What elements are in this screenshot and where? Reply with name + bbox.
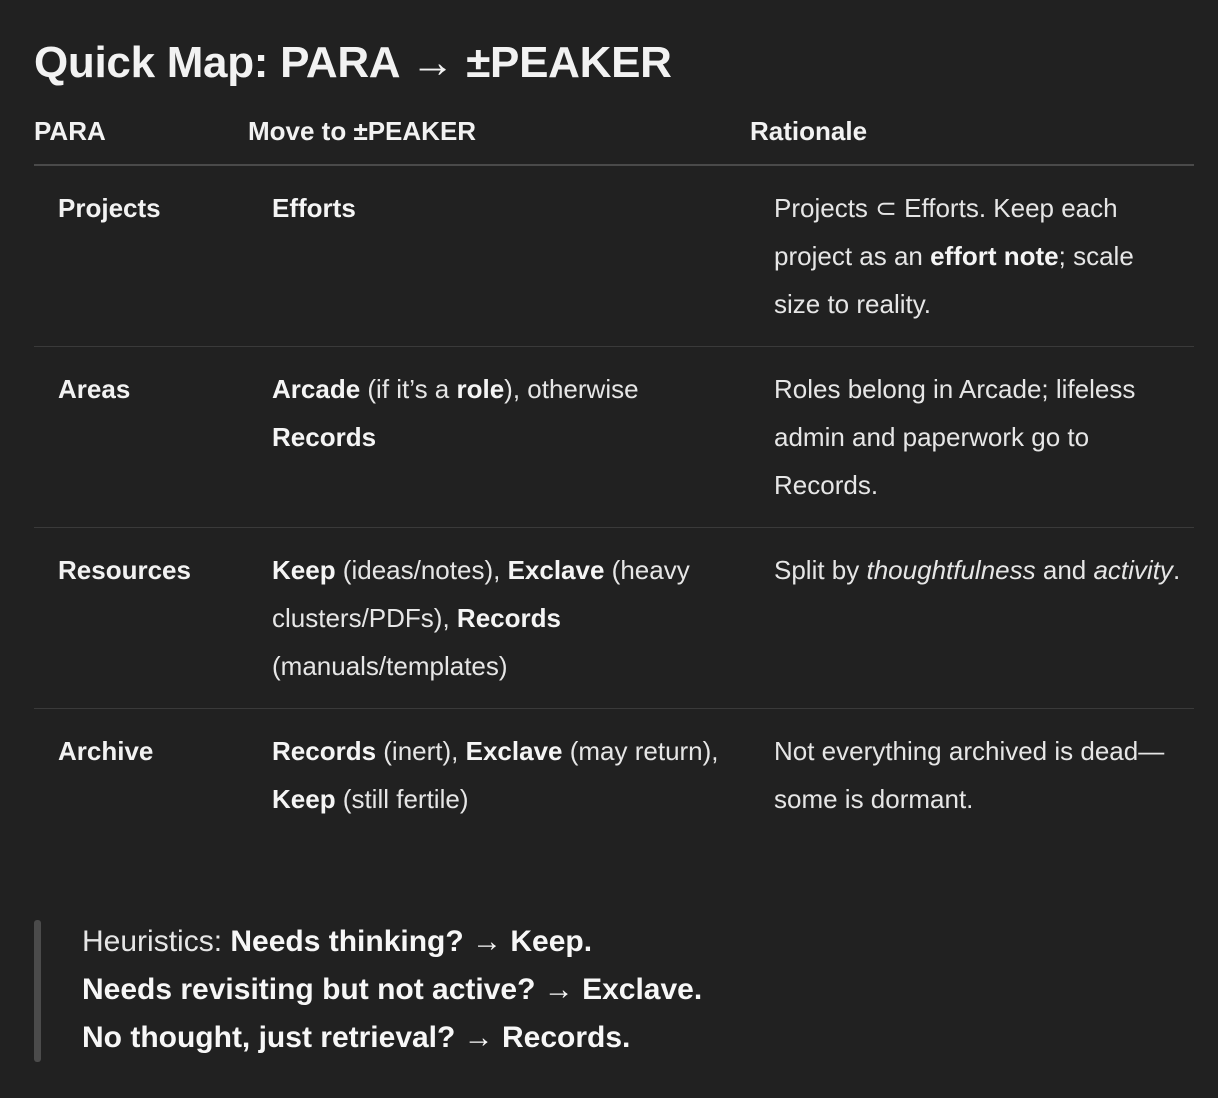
- header-para: PARA: [34, 114, 248, 165]
- blockquote-bar: [34, 920, 41, 1062]
- para-map-table: [34, 114, 1194, 841]
- heuristics-line-3: [82, 1014, 1182, 1062]
- cell-text-segment: (if it’s a: [360, 374, 457, 404]
- heuristics-blockquote: [34, 918, 1182, 1062]
- table-row: [34, 165, 1194, 347]
- cell-text-segment: Keep: [272, 555, 336, 585]
- rationale-cell: [750, 709, 1194, 842]
- cell-text-segment: Not everything archived is dead—some is dormant.: [774, 736, 1165, 814]
- cell-text-segment: Projects ⊂ Efforts. Keep each project as an: [774, 193, 1118, 271]
- cell-text-segment: effort note: [930, 241, 1059, 271]
- cell-text-segment: (heavy clusters/PDFs),: [272, 555, 690, 633]
- cell-text-segment: activity: [1093, 555, 1173, 585]
- table-row: [34, 709, 1194, 842]
- cell-text-segment: thoughtfulness: [866, 555, 1036, 585]
- table-row: [34, 347, 1194, 528]
- cell-text-segment: Exclave: [507, 555, 605, 585]
- cell-text-segment: Keep: [272, 784, 336, 814]
- move-cell: [248, 165, 750, 347]
- rationale-cell: [750, 528, 1194, 709]
- cell-text-segment: Records: [272, 736, 377, 766]
- cell-text-segment: Records: [456, 603, 561, 633]
- cell-text-segment: Roles belong in Arcade; lifeless admin and paperwork go to Records.: [774, 374, 1136, 500]
- cell-text-segment: (manuals/templates): [272, 651, 508, 681]
- cell-text-segment: .: [1172, 555, 1181, 585]
- header-rationale: Rationale: [750, 114, 1194, 165]
- table-header-row: [34, 114, 1194, 165]
- para-cell: Archive: [58, 736, 154, 766]
- heuristics-line-2: [82, 966, 1182, 1014]
- cell-text-segment: ), otherwise: [504, 374, 639, 404]
- heuristic-records: No thought, just retrieval? → Records.: [82, 1021, 631, 1054]
- heuristics-line-1: [82, 918, 1182, 966]
- header-move-to: Move to ±PEAKER: [248, 114, 750, 165]
- cell-text-segment: Records: [272, 422, 377, 452]
- move-cell: [248, 528, 750, 709]
- heuristic-exclave: Needs revisiting but not active? → Exclave.: [82, 973, 703, 1006]
- cell-text-segment: Split by: [774, 555, 867, 585]
- heuristic-keep: Needs thinking? → Keep.: [230, 925, 593, 958]
- cell-text-segment: Exclave: [465, 736, 563, 766]
- cell-text-segment: (may return),: [562, 736, 719, 766]
- move-cell: [248, 347, 750, 528]
- move-cell: [248, 709, 750, 842]
- cell-text-segment: (still fertile): [335, 784, 469, 814]
- cell-text-segment: ; scale size to reality.: [774, 241, 1134, 319]
- cell-text-segment: (ideas/notes),: [335, 555, 508, 585]
- para-cell: Areas: [34, 347, 248, 528]
- rationale-cell: [750, 347, 1194, 528]
- heuristics-label: Heuristics:: [82, 925, 231, 958]
- cell-text-segment: and: [1035, 555, 1094, 585]
- cell-text-segment: Arcade: [272, 374, 361, 404]
- cell-text-segment: role: [456, 374, 505, 404]
- rationale-cell: [750, 165, 1194, 347]
- table-header: [34, 114, 1194, 165]
- table-row: [34, 528, 1194, 709]
- cell-text-segment: (inert),: [376, 736, 466, 766]
- cell-text-segment: Efforts: [272, 193, 356, 223]
- para-cell: Resources: [34, 528, 248, 709]
- para-cell: Projects: [34, 165, 248, 347]
- page-title: Quick Map: PARA → ±PEAKER: [34, 38, 672, 87]
- document: [34, 30, 1194, 1054]
- table-body: [34, 165, 1194, 841]
